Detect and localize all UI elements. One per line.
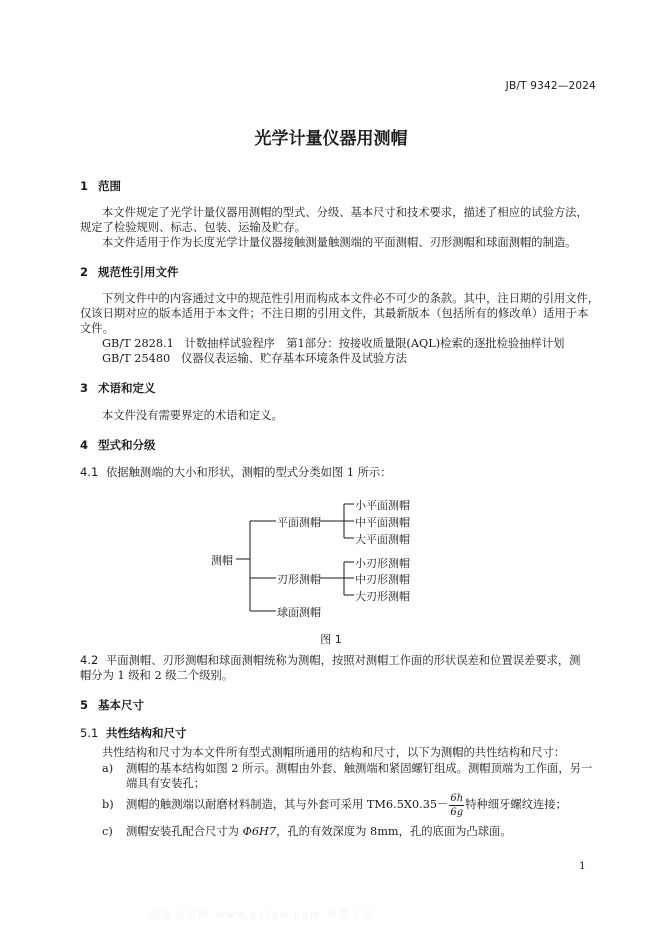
reference-1-code: GB/T 2828.1 xyxy=(102,337,174,350)
tree-blade: 刃形测帽 xyxy=(277,573,321,586)
clause-5-1-title: 共性结构和尺寸 xyxy=(106,726,187,740)
clause-5-1-number: 5.1 xyxy=(80,726,99,740)
clause-4-1-number: 4.1 xyxy=(80,465,99,479)
s2-para1-line1: 下列文件中的内容通过文中的规范性引用而构成本文件必不可少的条款。其中，注日期的引用文件， xyxy=(102,292,600,305)
item-b-post: 特种细牙螺纹连接； xyxy=(465,798,567,811)
section-5-title: 基本尺寸 xyxy=(98,698,144,712)
figure-1-caption: 图 1 xyxy=(320,633,342,646)
tree-blade-large: 大刃形测帽 xyxy=(355,590,410,603)
fraction-numerator: 6h xyxy=(450,792,464,804)
section-3-title: 术语和定义 xyxy=(98,381,156,395)
s1-para2: 本文件适用于作为长度光学计量仪器接触测量触测端的平面测帽、刃形测帽和球面测帽的制造。 xyxy=(102,236,577,249)
item-a-line2: 端具有安装孔； xyxy=(126,777,206,790)
item-c-dimension: Φ6H7 xyxy=(242,825,277,838)
section-5-heading xyxy=(80,697,144,713)
clause-4-2 xyxy=(80,653,580,668)
clause-5-1-heading xyxy=(80,725,187,741)
document-title: 光学计量仪器用测帽 xyxy=(254,129,408,149)
item-c-label: c) xyxy=(102,825,113,838)
section-2-title: 规范性引用文件 xyxy=(98,265,179,279)
section-3-number: 3 xyxy=(80,381,89,395)
reference-2-code: GB/T 25480 xyxy=(102,352,171,365)
standard-code: JB/T 9342—2024 xyxy=(505,80,596,92)
s2-para1-line2: 仅该日期对应的版本适用于本文件；不注日期的引用文件，其最新版本（包括所有的修改单）适用于本 xyxy=(80,307,589,320)
tree-blade-small: 小刃形测帽 xyxy=(355,557,410,570)
tree-blade-mid: 中刃形测帽 xyxy=(355,573,410,586)
clause-4-1-text: 依据触测端的大小和形状，测帽的型式分类如图 1 所示： xyxy=(106,466,392,479)
s5-intro: 共性结构和尺寸为本文件所有型式测帽所通用的结构和尺寸，以下为测帽的共性结构和尺寸： xyxy=(102,746,566,759)
s1-para1-line1: 本文件规定了光学计量仪器用测帽的型式、分级、基本尺寸和技术要求，描述了相应的试验方法， xyxy=(102,206,588,219)
item-c-post: ，孔的有效深度为 8mm，孔的底面为凸球面。 xyxy=(276,825,512,838)
item-b-pre: 测帽的触测端以耐磨材料制造，其与外套可采用 TM6.5X0.35－ xyxy=(126,798,449,811)
item-c-text xyxy=(126,824,512,839)
reference-2-title: 仪器仪表运输、贮存基本环境条件及试验方法 xyxy=(180,352,407,365)
section-4-title: 型式和分级 xyxy=(98,438,156,452)
tree-flat-mid: 中平面测帽 xyxy=(355,516,410,529)
item-b-text xyxy=(126,789,567,820)
item-a-line1: 测帽的基本结构如图 2 所示。测帽由外套、触测端和紧固螺钉组成。测帽顶端为工作面，另一 xyxy=(126,762,593,775)
fraction-denominator: 6g xyxy=(450,806,464,818)
clause-4-2-line2: 帽分为 1 级和 2 级二个级别。 xyxy=(80,669,234,682)
page-number: 1 xyxy=(579,860,586,872)
tree-flat-small: 小平面测帽 xyxy=(355,499,410,512)
section-2-number: 2 xyxy=(80,265,89,279)
s3-para1: 本文件没有需要界定的术语和定义。 xyxy=(102,409,283,422)
tree-sphere: 球面测帽 xyxy=(277,606,321,619)
item-b-label: b) xyxy=(102,798,114,811)
item-a-label: a) xyxy=(102,762,114,775)
tree-flat: 平面测帽 xyxy=(277,516,321,529)
section-4-number: 4 xyxy=(80,438,89,452)
tree-flat-large: 大平面测帽 xyxy=(355,533,410,546)
section-1-number: 1 xyxy=(80,179,89,193)
s1-para1-line2: 规定了检验规则、标志、包装、运输及贮存。 xyxy=(80,221,306,234)
clause-4-2-line1: 平面测帽、刃形测帽和球面测帽统称为测帽，按照对测帽工作面的形状误差和位置误差要求，测 xyxy=(106,654,581,667)
watermark: 标准分享网 www.bzfxw.com 免费下载 xyxy=(150,910,375,921)
tree-root: 测帽 xyxy=(211,554,233,567)
section-1-title: 范围 xyxy=(98,179,121,193)
clause-4-2-number: 4.2 xyxy=(80,653,99,667)
section-5-number: 5 xyxy=(80,698,89,712)
s2-para1-line3: 文件。 xyxy=(80,322,114,335)
item-c-pre: 测帽安装孔配合尺寸为 xyxy=(126,825,243,838)
thread-tolerance-fraction xyxy=(449,792,464,819)
reference-1-title: 计数抽样试验程序 第1部分：按接收质量限(AQL)检索的逐批检验抽样计划 xyxy=(184,337,565,350)
